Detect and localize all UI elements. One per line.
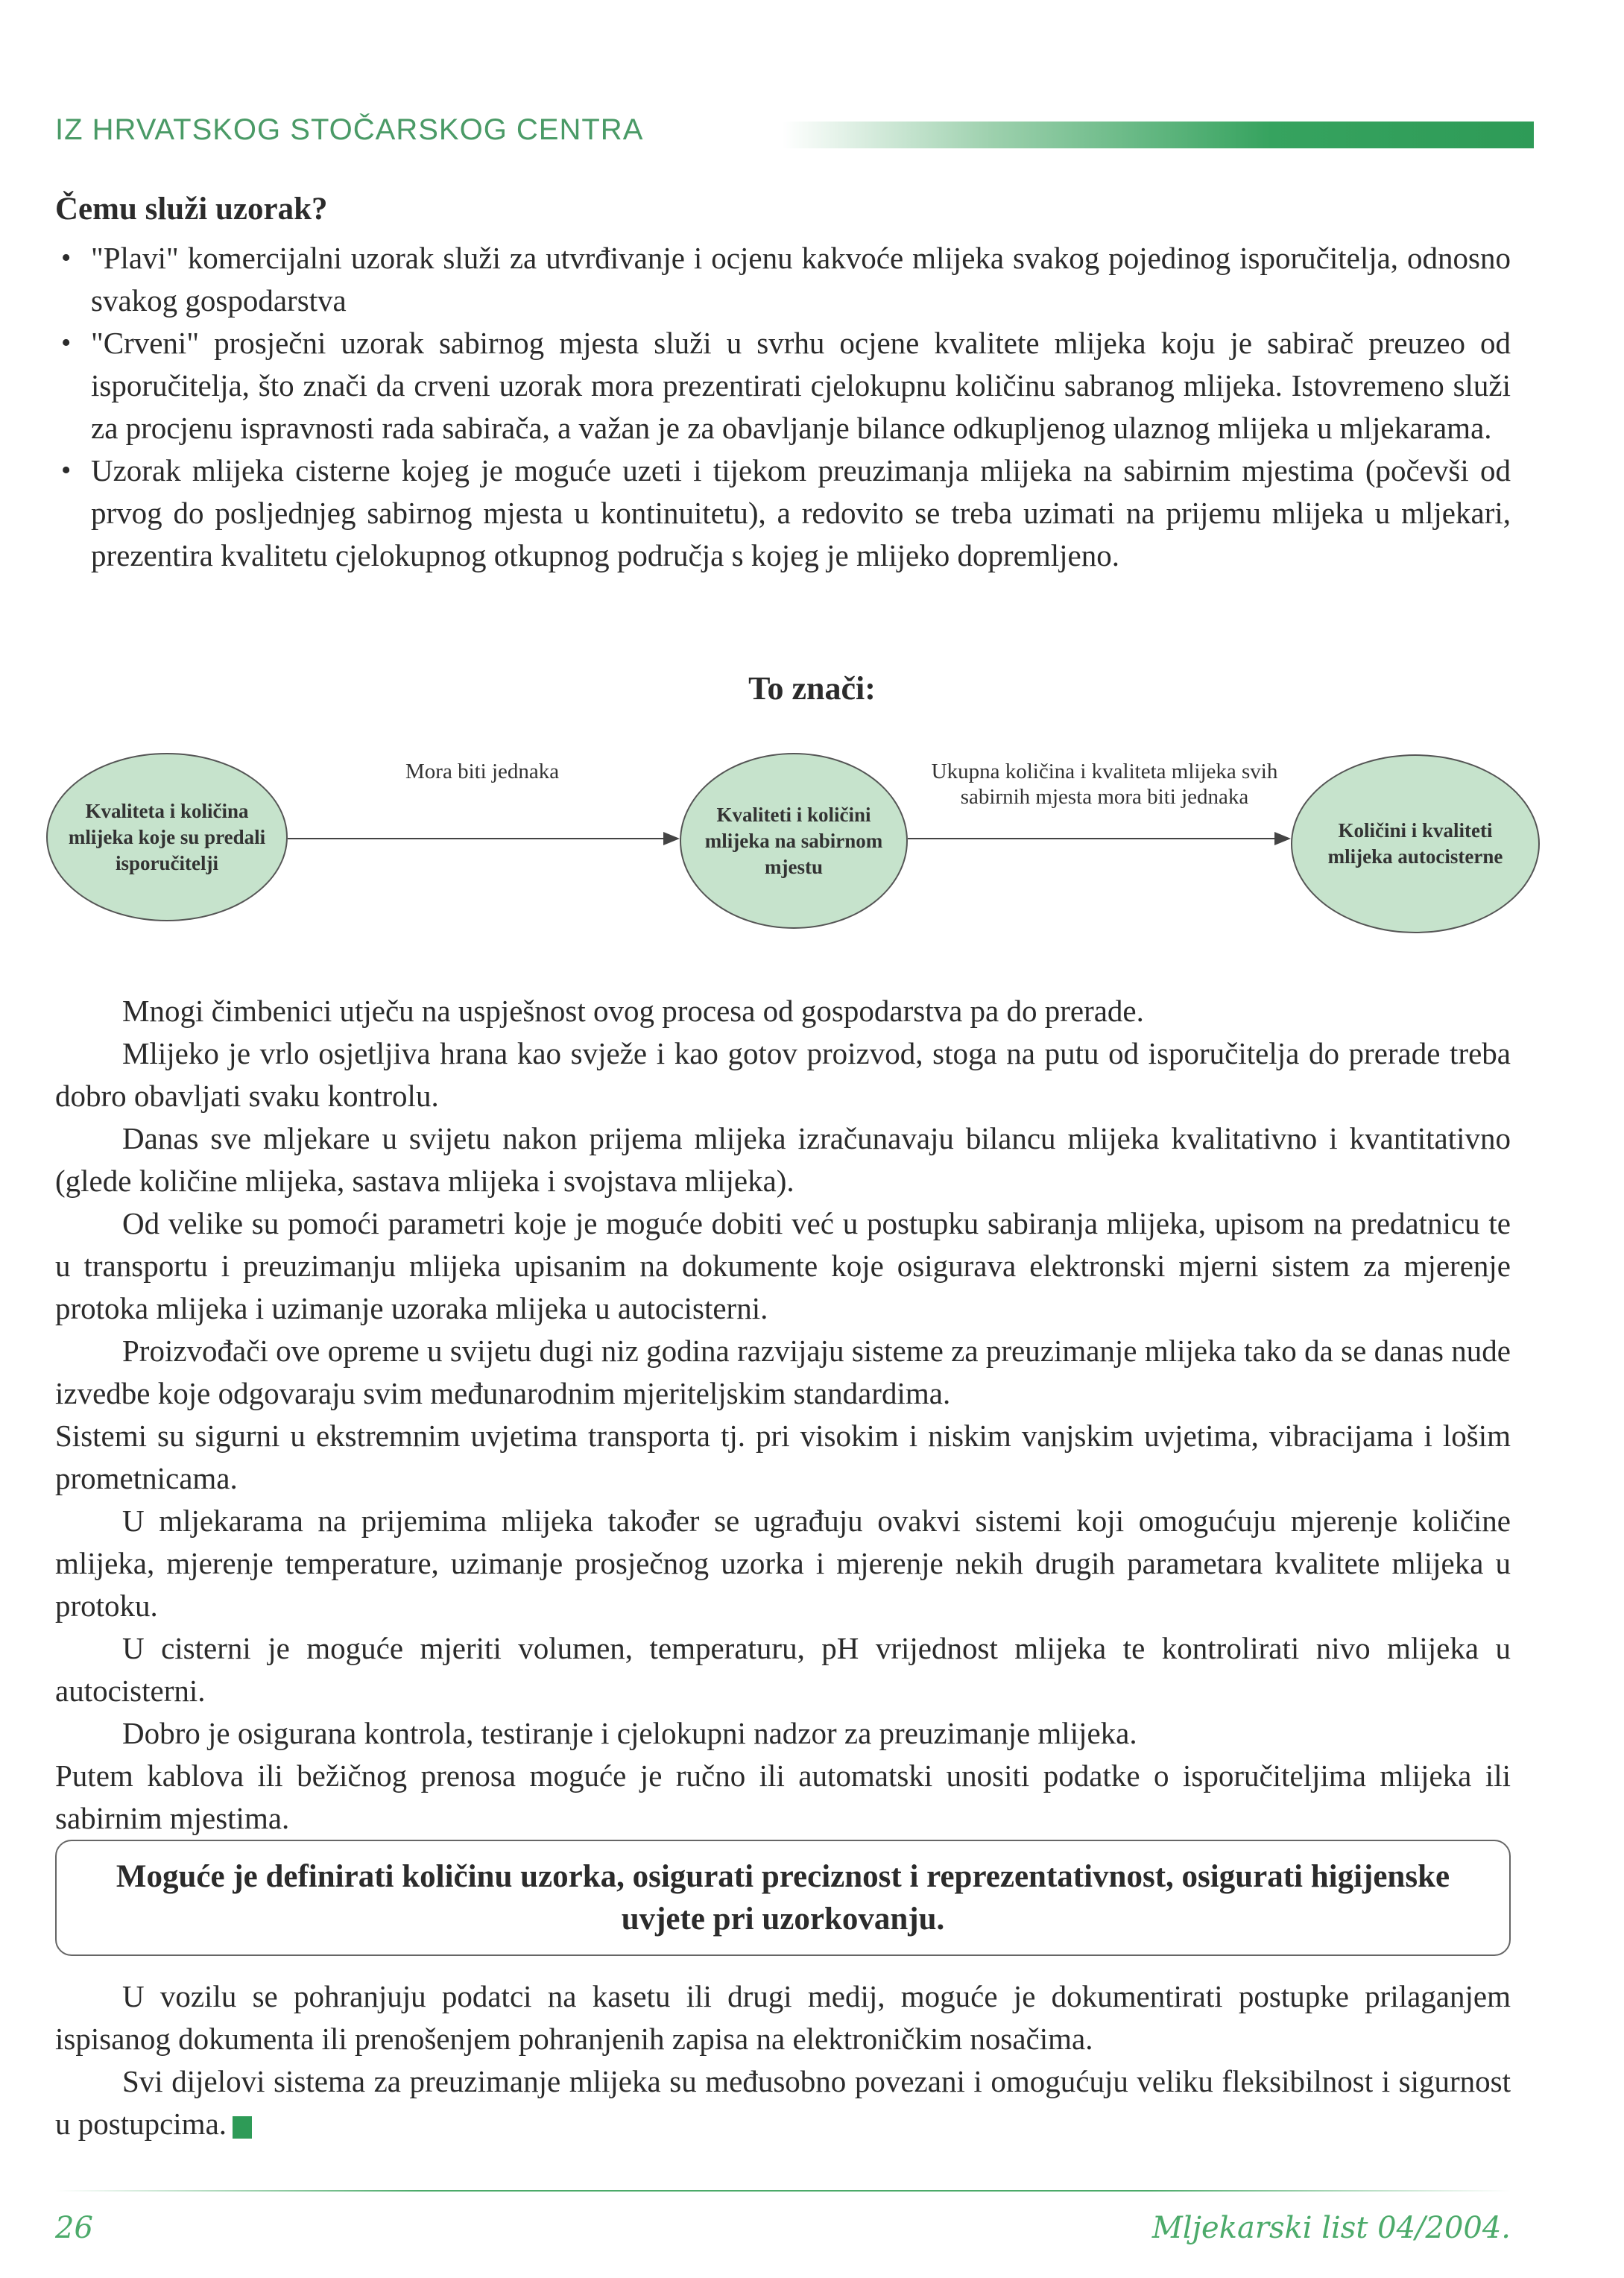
diagram-title: To znači: — [748, 670, 876, 707]
paragraph: Od velike su pomoći parametri koje je moguće dobiti već u postupku sabiranja mlijeka, upisom na predatnicu te u transportu i preuzimanju mlijeka upisanim na dokumente koje osigurava elektronski mjerni sistem za mjerenje protoka mlijeka i uzimanje uzoraka mlijeka u autocisterni. — [55, 1206, 1511, 1325]
body-text-block — [55, 990, 1511, 1840]
header-title: IZ HRVATSKOG STOČARSKOG CENTRA — [55, 113, 644, 146]
footer-rule — [55, 2190, 1511, 2192]
diagram-arrow-line — [288, 838, 663, 839]
diagram-node-suppliers — [46, 753, 288, 921]
end-mark-icon — [233, 2116, 252, 2139]
diagram-node-label: Količini i kvaliteti mlijeka autocisterne — [1327, 819, 1503, 868]
diagram-edge-label: Mora biti jednaka — [405, 760, 560, 783]
paragraph: Mlijeko je vrlo osjetljiva hrana kao svježe i kao gotov proizvod, stoga na putu od isporučitelja do prerade treba dobro obavljati svaku kontrolu. — [55, 1036, 1511, 1113]
diagram-node-collection-point — [680, 753, 908, 929]
arrow-right-icon — [1274, 832, 1291, 845]
callout-box — [55, 1840, 1511, 1956]
callout-text: Moguće je definirati količinu uzorka, osigurati preciznost i reprezentativnost, osigurati higijenske uvjete pri uzorkovanju. — [116, 1859, 1450, 1937]
page-number: 26 — [55, 2211, 93, 2245]
paragraph: U cisterni je moguće mjeriti volumen, temperaturu, pH vrijednost mlijeka te kontrolirati nivo mlijeka u autocisterni. — [55, 1631, 1511, 1708]
paragraph: Proizvođači ove opreme u svijetu dugi niz godina razvijaju sisteme za preuzimanje mlijeka tako da se danas nude izvedbe koje odgovaraju svim međunarodnim mjeriteljskim standardima. — [55, 1334, 1511, 1410]
bullet-item: • "Plavi" komercijalni uzorak služi za utvrđivanje i ocjenu kakvoće mlijeka svakog pojedinog isporučitelja, odnosno svakog gospodarstva — [55, 237, 1511, 322]
bullet-list — [55, 237, 1511, 577]
diagram-arrow-line — [908, 838, 1274, 839]
diagram-edge-label: Ukupna količina i kvaliteta mlijeka svih sabirnih mjesta mora biti jednaka — [931, 760, 1278, 809]
bullet-item: • "Crveni" prosječni uzorak sabirnog mjesta služi u svrhu ocjene kvalitete mlijeka koju je sabirač preuzeo od isporučitelja, što znači da crveni uzorak mora prezentirati cjelokupnu količinu sabranog mlijeka. Istovremeno služi za procjenu ispravnosti rada sabirača, a važan je za obavljanje bilance odkupljenog ulaznog mlijeka u mljekarama. — [55, 322, 1511, 449]
arrow-right-icon — [663, 832, 680, 845]
paragraph: Danas sve mljekare u svijetu nakon prijema mlijeka izračunavaju bilancu mlijeka kvalitativno i kvantitativno (glede količine mlijeka, sastava mlijeka i svojstava mlijeka). — [55, 1121, 1511, 1198]
header-accent-bar — [783, 122, 1534, 148]
diagram-node-label: Kvaliteta i količina mlijeka koje su predali isporučitelji — [68, 799, 266, 874]
paragraph: U vozilu se pohranjuju podatci na kasetu ili drugi medij, moguće je dokumentirati postupke prilaganjem ispisanog dokumenta ili prenošenjem pohranjenih zapisa na elektroničkim nosačima. — [55, 1979, 1511, 2056]
diagram-node-tanker — [1291, 754, 1540, 933]
diagram-node-label: Kvaliteti i količini mlijeka na sabirnom mjestu — [704, 803, 883, 878]
paragraph: Putem kablova ili bežičnog prenosa moguće je ručno ili automatski unositi podatke o isporučiteljima mlijeka ili sabirnim mjestima. — [55, 1758, 1511, 1835]
section-heading: Čemu služi uzorak? — [55, 192, 328, 227]
body-text-block — [55, 1975, 1511, 2145]
bullet-item: • Uzorak mlijeka cisterne kojeg je moguće uzeti i tijekom preuzimanja mlijeka na sabirnim mjestima (počevši od prvog do posljednjeg sabirnog mjesta u kontinuitetu), a redovito se treba uzimati na prijemu mlijeka u mljekari, prezentira kvalitetu cjelokupnog otkupnog područja s kojeg je mlijeko dopremljeno. — [55, 449, 1511, 577]
paragraph — [55, 2060, 1511, 2145]
paragraph: Mnogi čimbenici utječu na uspješnost ovog procesa od gospodarstva pa do prerade. — [122, 994, 1144, 1028]
paragraph-text: Svi dijelovi sistema za preuzimanje mlijeka su međusobno povezani i omogućuju veliku fleksibilnost i sigurnost u postupcima. — [55, 2064, 1511, 2141]
paragraph: Dobro je osigurana kontrola, testiranje i cjelokupni nadzor za preuzimanje mlijeka. — [122, 1716, 1137, 1750]
paragraph: U mljekarama na prijemima mlijeka također se ugrađuju ovakvi sistemi koji omogućuju mjerenje količine mlijeka, mjerenje temperature, uzimanje prosječnog uzorka i mjerenje nekih drugih parametara kvalitete mlijeka u protoku. — [55, 1504, 1511, 1623]
journal-title: Mljekarski list 04/2004. — [1151, 2211, 1511, 2245]
paragraph: Sistemi su sigurni u ekstremnim uvjetima transporta tj. pri visokim i niskim vanjskim uvjetima, vibracijama i lošim prometnicama. — [55, 1419, 1511, 1495]
bullet-list-container — [55, 237, 1511, 577]
